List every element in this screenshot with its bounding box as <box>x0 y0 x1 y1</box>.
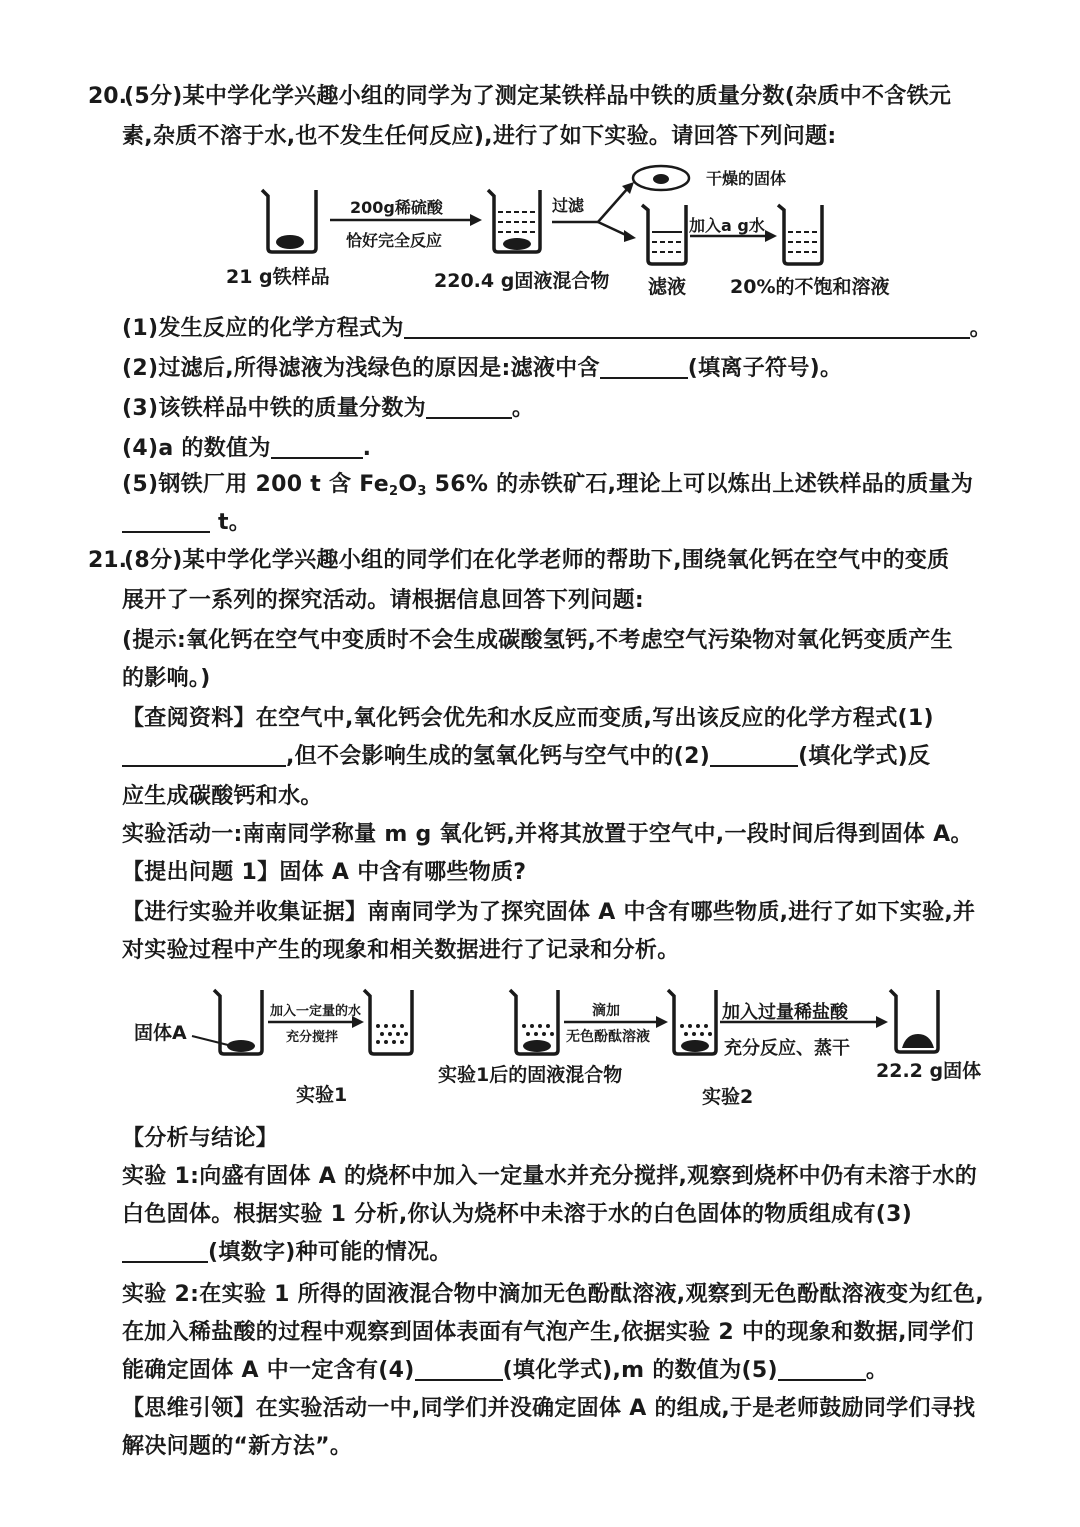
q20-iron-sample-label: 21 g铁样品 <box>226 266 330 288</box>
q20-sub3-end: 。 <box>511 396 535 421</box>
q21-analysis-title: 【分析与结论】 <box>122 1126 279 1151</box>
q20-sub5-text: (5)钢铁厂用 200 t 含 Fe <box>122 472 389 497</box>
q21-hint-line-1: (提示:氧化钙在空气中变质时不会生成碳酸氢钙,不考虑空气污染物对氧化钙变质产生 <box>122 628 953 653</box>
q21-exp2-label: 实验2 <box>702 1086 754 1108</box>
q21-analysis-text-6b: (填化学式),m 的数值为(5) <box>502 1358 778 1383</box>
q21-experiment-line-2: 对实验过程中产生的现象和相关数据进行了记录和分析。 <box>122 938 680 963</box>
q21-analysis-line-1: 实验 1:向盛有固体 A 的烧杯中加入一定量水并充分搅拌,观察到烧杯中仍有未溶于水的 <box>122 1164 978 1189</box>
q20-filter-label: 过滤 <box>552 196 585 215</box>
q21-stem-line-2: 展开了一系列的探究活动。请根据信息回答下列问题: <box>122 588 644 613</box>
q21-activity-1: 实验活动一:南南同学称量 m g 氧化钙,并将其放置于空气中,一段时间后得到固体 A。 <box>122 822 973 847</box>
q20-stem-line-2: 素,杂质不溶于水,也不发生任何反应),进行了如下实验。请回答下列问题: <box>122 124 837 149</box>
q20-sub4-end: . <box>362 436 372 461</box>
q20-filtrate-label: 滤液 <box>648 276 687 298</box>
q20-sub5-subscript-3: 3 <box>417 484 427 499</box>
q21-thinking-line-1: 【思维引领】在实验活动一中,同学们并没确定固体 A 的组成,于是老师鼓励同学们寻找 <box>122 1396 976 1421</box>
q21-solid-a-label: 固体A <box>134 1022 187 1044</box>
beaker-after-indicator-icon <box>668 990 716 1054</box>
q21-arrow2-top-label: 滴加 <box>592 1003 620 1019</box>
q21-mixture-after-label: 实验1后的固液混合物 <box>438 1064 623 1086</box>
q21-analysis-line-2: 白色固体。根据实验 1 分析,你认为烧杯中未溶于水的白色固体的物质组成有(3) <box>122 1202 913 1227</box>
q20-sub2-text-end: (填离子符号)。 <box>687 356 843 381</box>
q21-blank-3[interactable] <box>122 1239 208 1263</box>
q20-arrow1-bottom-label: 恰好完全反应 <box>346 231 443 250</box>
q20-sub4-text: (4)a 的数值为 <box>122 436 271 461</box>
q21-blank-5[interactable] <box>778 1357 866 1381</box>
question-21-number: 21. <box>88 548 127 573</box>
q20-sub3-text: (3)该铁样品中铁的质量分数为 <box>122 396 426 421</box>
beaker-final-solid-icon <box>890 990 938 1052</box>
q20-stem-line-1: (5分)某中学化学兴趣小组的同学为了测定某铁样品中铁的质量分数(杂质中不含铁元 <box>124 84 952 109</box>
q20-mixture-label: 220.4 g固液混合物 <box>434 270 610 292</box>
q20-add-water-label: 加入a g水 <box>689 216 765 235</box>
q20-sub5-subscript-2: 2 <box>388 484 399 499</box>
q21-arrow3-top-label: 加入过量稀盐酸 <box>722 1002 848 1023</box>
q21-experiment-line-1: 【进行实验并收集证据】南南同学为了探究固体 A 中含有哪些物质,进行了如下实验,并 <box>122 900 976 925</box>
q20-sub1-end: 。 <box>969 316 992 341</box>
q21-reference-text-2a: ,但不会影响生成的氢氧化钙与空气中的(2) <box>286 744 711 769</box>
q21-exp1-label: 实验1 <box>296 1084 348 1106</box>
q20-unsaturated-label: 20%的不饱和溶液 <box>730 276 890 298</box>
q21-hint-line-2: 的影响。) <box>122 666 211 691</box>
q21-reference-line-3: 应生成碳酸钙和水。 <box>122 784 323 809</box>
q21-analysis-line-4: 实验 2:在实验 1 所得的固液混合物中滴加无色酚酞溶液,观察到无色酚酞溶液变为红色, <box>122 1282 985 1307</box>
q21-analysis-text-6c: 。 <box>865 1358 889 1383</box>
beaker-mixture-after-exp1-icon <box>510 990 558 1054</box>
q21-analysis-line-5: 在加入稀盐酸的过程中观察到固体表面有气泡产生,依据实验 2 中的现象和数据,同学们 <box>122 1320 974 1345</box>
q21-analysis-text-6a: 能确定固体 A 中一定含有(4) <box>122 1358 415 1383</box>
q20-sub5-unit: t。 <box>210 510 252 535</box>
q21-problem-1: 【提出问题 1】固体 A 中含有哪些物质? <box>122 860 527 885</box>
q21-analysis-line-6 <box>122 1356 1002 1386</box>
q21-arrow1-bottom-label: 充分搅拌 <box>286 1030 339 1045</box>
q21-reference-line-1: 【查阅资料】在空气中,氧化钙会优先和水反应而变质,写出该反应的化学方程式(1) <box>122 706 934 731</box>
q21-blank-4[interactable] <box>415 1357 503 1381</box>
beaker-exp1-result-icon <box>364 990 412 1054</box>
q21-analysis-text-3: (填数字)种可能的情况。 <box>208 1240 452 1265</box>
q21-thinking-line-2: 解决问题的“新方法”。 <box>122 1434 353 1459</box>
q21-reference-text-2b: (填化学式)反 <box>798 744 931 769</box>
q21-stem-line-1: (8分)某中学化学兴趣小组的同学们在化学老师的帮助下,围绕氧化钙在空气中的变质 <box>124 548 950 573</box>
q21-analysis-line-3 <box>122 1238 1002 1268</box>
question-20-number: 20. <box>88 84 127 109</box>
beaker-solid-a-icon <box>192 990 262 1054</box>
q21-solid-mass-label: 22.2 g固体 <box>876 1060 982 1082</box>
q20-sub2-text: (2)过滤后,所得滤液为浅绿色的原因是:滤液中含 <box>122 356 600 381</box>
q20-sub5-oxygen: O <box>398 472 418 497</box>
q20-sub1-text: (1)发生反应的化学方程式为 <box>122 316 404 341</box>
q21-arrow1-top-label: 加入一定量的水 <box>270 1004 362 1019</box>
q21-arrow3-bottom-label: 充分反应、蒸干 <box>724 1038 850 1059</box>
q21-arrow2-bottom-label: 无色酚酞溶液 <box>566 1029 650 1045</box>
q20-dry-solid-label: 干燥的固体 <box>706 169 787 188</box>
q20-arrow1-top-label: 200g稀硫酸 <box>350 198 443 217</box>
q20-sub5-text-2: 56% 的赤铁矿石,理论上可以炼出上述铁样品的质量为 <box>426 472 974 497</box>
